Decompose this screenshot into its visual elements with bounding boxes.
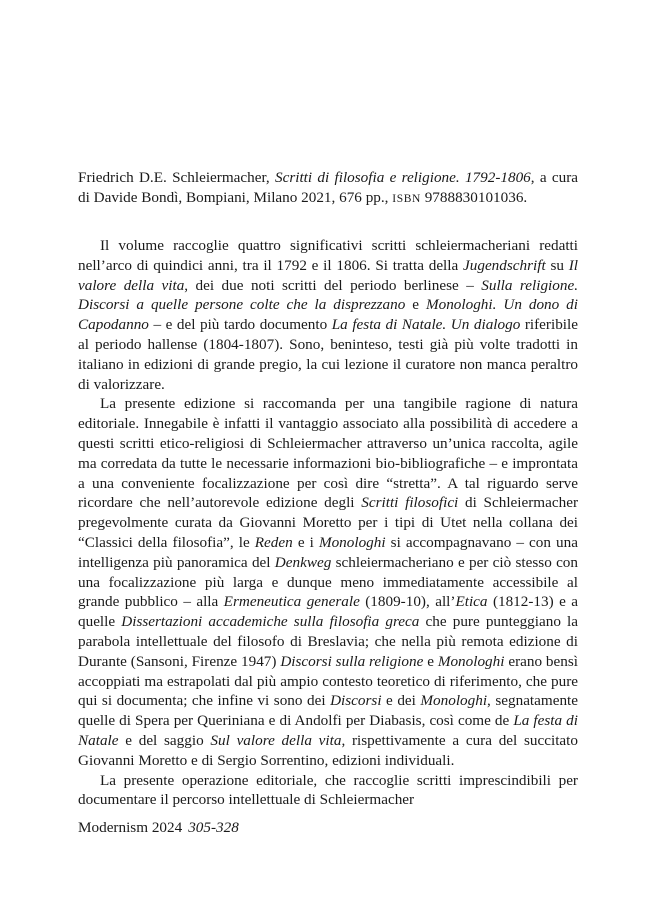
p2-text: La presente edizione si raccomanda per una tangibile ragione di natura editoriale. Innegabile è infatti il vantaggio associato alla possibilità di accedere a questi scritti etico-religiosi di Schleiermacher attraverso un’unica raccolta, agile ma corredata da tutte le necessarie informazioni bio-bibliografiche – e improntata a una conveniente focalizzazione per così dire “stretta”. A tal riguardo serve ricordare che nell’autorevole edizione degli <box>78 395 578 512</box>
p1-text: riferibile al periodo hallense (1804-1807). Sono, beninteso, testi già più volte tradotti in italiano in edizioni di grande pregio, la cui lezione il curatore non manca peraltro di valorizzare. <box>78 316 578 393</box>
p1-italic: La festa di Natale. Un dialogo <box>331 316 521 334</box>
p1-text: e <box>405 296 426 314</box>
page <box>78 0 578 910</box>
p2-italic: Monologhi <box>437 652 505 670</box>
p2-text: e <box>423 652 438 670</box>
p3-text: La presente operazione editoriale, che raccoglie scritti imprescindibili per documentare il percorso intellettuale di Schleiermacher <box>78 771 578 809</box>
p2-text: e dei <box>381 692 421 710</box>
p2-text: e del saggio <box>118 731 211 749</box>
paragraph-1 <box>78 236 578 394</box>
page-footer <box>78 818 239 838</box>
p2-italic: Ermeneutica generale <box>223 593 360 611</box>
p1-text: – e del più tardo documento <box>148 316 332 334</box>
p2-text: , rispettivamente a cura del succitato Giovanni Moretto e di Sergio Sorrentino, edizioni individuali. <box>78 731 578 769</box>
citation-details: , a cura di Davide Bondì, Bompiani, Milano 2021, 676 pp., <box>78 169 579 206</box>
p2-text: si accompagnavano – con una intelligenza più panoramica del <box>78 533 578 571</box>
p2-italic: La festa di Natale <box>78 712 578 749</box>
paragraph-2 <box>78 394 578 770</box>
p2-italic: Reden <box>254 533 293 551</box>
p2-italic: Etica <box>455 593 488 611</box>
p2-text: (1812-13) e a quelle <box>78 593 578 631</box>
p1-italic: Sulla religione. Discorsi a quelle persone colte che la disprezzano <box>78 276 578 314</box>
p2-italic: Sul valore della vita <box>210 731 342 749</box>
page-range: 305-328 <box>188 819 239 836</box>
p2-text: , segnatamente quelle di Spera per Queriniana e di Andolfi per Diabasis, così come de <box>78 692 579 730</box>
p1-italic: Il valore della vita <box>78 256 579 294</box>
p1-text: , dei due noti scritti del periodo berlinese – <box>184 276 482 294</box>
p2-italic: Denkweg <box>274 553 332 571</box>
isbn-number: 9788830101036. <box>420 188 528 206</box>
p1-italic: Monologhi. Un dono di Capodanno <box>78 296 578 334</box>
p2-italic: Discorsi <box>330 692 382 710</box>
p2-text: erano bensì accoppiati ma estrapolati dal più ampio contesto teoretico di riferimento, che pure qui si documenta; che infine vi sono dei <box>78 652 578 710</box>
p2-text: (1809-10), all’ <box>359 593 456 611</box>
isbn-label: ISBN <box>392 192 421 205</box>
p1-text: Il volume raccoglie quattro significativi scritti schleiermacheriani redatti nell’arco di quindici anni, tra il 1792 e il 1806. Si tratta della <box>78 237 578 274</box>
citation-title: Scritti di filosofia e religione. 1792-1806 <box>275 169 531 186</box>
p2-text: che pure punteggiano la parabola intellettuale del filosofo di Breslavia; che nella più remota edizione di Durante (Sansoni, Firenze 1947) <box>78 613 579 670</box>
book-citation <box>78 168 578 210</box>
citation-author: Friedrich D.E. Schleiermacher, <box>78 169 275 186</box>
p2-italic: Monologhi <box>318 533 386 551</box>
p2-italic: Monologhi <box>420 692 488 710</box>
p2-italic: Discorsi sulla religione <box>280 652 424 670</box>
p1-italic: Jugendschrift <box>463 256 546 274</box>
p2-text: di Schleiermacher pregevolmente curata da Giovanni Moretto per i tipi di Utet nella collana dei “Classici della filosofia”, le <box>78 494 578 551</box>
p2-text: e i <box>292 533 319 551</box>
p1-text: su <box>545 256 569 274</box>
review-body <box>78 236 578 810</box>
journal-name: Modernism 2024 <box>78 819 183 836</box>
p2-italic: Dissertazioni accademiche sulla filosofia greca <box>121 613 420 631</box>
p2-italic: Scritti filosofici <box>361 494 459 512</box>
paragraph-3 <box>78 771 578 811</box>
p2-text: schleiermacheriano e per ciò stesso con una focalizzazione più larga e dunque meno immediatamente accessibile al grande pubblico – alla <box>78 553 578 611</box>
